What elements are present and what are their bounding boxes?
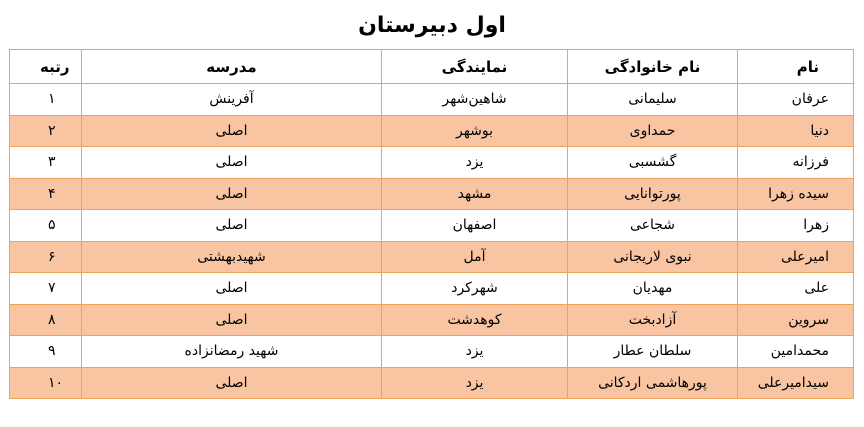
cell-rank: ۹ [10,336,82,368]
cell-school: اصلی [82,273,382,305]
cell-rank: ۱۰ [10,367,82,399]
cell-family: سلطان عطار [568,336,738,368]
table-row [10,367,854,399]
cell-rank: ۲ [10,115,82,147]
cell-family: حمداوی [568,115,738,147]
cell-name: علی [738,273,854,305]
cell-rank: ۸ [10,304,82,336]
header-family: نام خانوادگی [568,50,738,84]
table-row [10,241,854,273]
cell-school: اصلی [82,115,382,147]
cell-school: اصلی [82,210,382,242]
cell-family: مهدیان [568,273,738,305]
table-header-row [10,50,854,84]
cell-name: سیدامیرعلی [738,367,854,399]
header-representation: نمایندگی [382,50,568,84]
table-row [10,147,854,179]
table-row [10,178,854,210]
cell-representation: آمل [382,241,568,273]
cell-name: سروین [738,304,854,336]
table-row [10,336,854,368]
cell-family: شجاعی [568,210,738,242]
cell-rank: ۶ [10,241,82,273]
cell-school: اصلی [82,304,382,336]
table-row [10,304,854,336]
cell-school: اصلی [82,147,382,179]
cell-representation: یزد [382,367,568,399]
header-school: مدرسه [82,50,382,84]
cell-family: پورتوانایی [568,178,738,210]
cell-family: پورهاشمی اردکانی [568,367,738,399]
cell-rank: ۳ [10,147,82,179]
cell-school: شهیدبهشتی [82,241,382,273]
header-name: نام [738,50,854,84]
table-row [10,210,854,242]
cell-school: اصلی [82,178,382,210]
cell-name: امیرعلی [738,241,854,273]
cell-name: سیده زهرا [738,178,854,210]
cell-family: گشسبی [568,147,738,179]
cell-representation: بوشهر [382,115,568,147]
cell-representation: مشهد [382,178,568,210]
cell-family: نبوی لاریجانی [568,241,738,273]
cell-rank: ۷ [10,273,82,305]
cell-name: دنیا [738,115,854,147]
page-title: اول دبیرستان [358,13,506,38]
cell-school: اصلی [82,367,382,399]
cell-school: شهید رمضانزاده [82,336,382,368]
cell-rank: ۵ [10,210,82,242]
cell-rank: ۴ [10,178,82,210]
cell-representation: شاهین‌شهر [382,84,568,116]
cell-name: محمدامین [738,336,854,368]
cell-representation: شهرکرد [382,273,568,305]
table-row [10,115,854,147]
table-row [10,273,854,305]
cell-name: فرزانه [738,147,854,179]
header-rank: رتبه [10,50,82,84]
cell-representation: کوهدشت [382,304,568,336]
table-row [10,84,854,116]
cell-school: آفرینش [82,84,382,116]
cell-representation: یزد [382,336,568,368]
cell-representation: یزد [382,147,568,179]
cell-name: عرفان [738,84,854,116]
cell-family: سلیمانی [568,84,738,116]
cell-name: زهرا [738,210,854,242]
cell-rank: ۱ [10,84,82,116]
cell-family: آزادبخت [568,304,738,336]
cell-representation: اصفهان [382,210,568,242]
ranking-table [9,49,854,399]
